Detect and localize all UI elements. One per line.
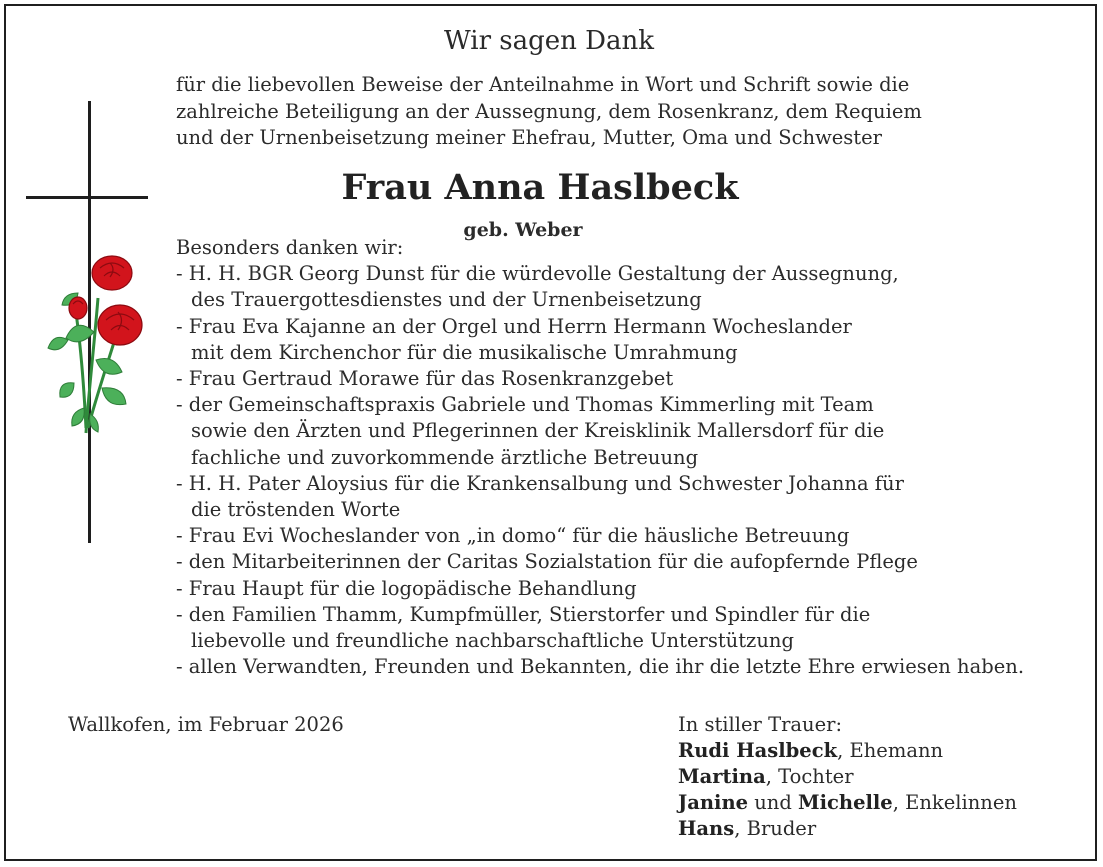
thanks-line: mit dem Kirchenchor für die musikalische Umrahmung	[191, 340, 738, 364]
conjunction: und	[748, 791, 799, 814]
thanks-line: - Frau Eva Kajanne an der Orgel und Herrn Hermann Wocheslander	[176, 314, 852, 338]
thanks-line: - allen Verwandten, Freunden und Bekannten, die ihr die letzte Ehre erwiesen haben.	[176, 655, 1025, 679]
rose-top	[92, 256, 132, 290]
mourner-line	[678, 764, 1088, 790]
thanks-title: Besonders danken wir:	[176, 236, 404, 259]
rose-bud	[69, 297, 87, 319]
mourner-name: Janine	[678, 791, 749, 814]
thanks-line: - Frau Gertraud Morawe für das Rosenkranzgebet	[176, 367, 674, 391]
rose-bottom	[98, 305, 142, 345]
mourner-role: , Ehemann	[837, 739, 944, 762]
intro-line: für die liebevollen Beweise der Anteilnahme in Wort und Schrift sowie die	[176, 73, 910, 96]
maiden-name: geb. Weber	[463, 219, 583, 241]
mourner-role: , Tochter	[765, 765, 854, 788]
heading: Wir sagen Dank	[443, 26, 654, 56]
place-date: Wallkofen, im Februar 2026	[68, 713, 344, 736]
mourner-line	[678, 738, 1088, 764]
thanks-line: fachliche und zuvorkommende ärztliche Betreuung	[191, 445, 699, 469]
thanks-list	[176, 235, 1096, 680]
thanks-line: - der Gemeinschaftspraxis Gabriele und Thomas Kimmerling mit Team	[176, 393, 874, 417]
mourner-name: Hans	[678, 817, 735, 840]
mourner-line	[678, 790, 1088, 816]
thanks-line: - H. H. BGR Georg Dunst für die würdevolle Gestaltung der Aussegnung,	[176, 262, 899, 286]
thanks-line: liebevolle und freundliche nachbarschaftliche Unterstützung	[191, 629, 794, 653]
intro-line: zahlreiche Beteiligung an der Aussegnung, dem Rosenkranz, dem Requiem	[176, 99, 922, 123]
mourners-title: In stiller Trauer:	[678, 713, 843, 736]
thanks-line: des Trauergottesdienstes und der Urnenbeisetzung	[191, 288, 702, 312]
mourner-role: , Enkelinnen	[892, 791, 1017, 814]
mourners-block	[678, 712, 1088, 842]
mourner-name: Martina	[678, 765, 766, 788]
intro-text	[176, 72, 1076, 152]
obituary-card	[4, 4, 1097, 861]
mourner-line	[678, 816, 1088, 842]
thanks-line: - den Mitarbeiterinnen der Caritas Sozialstation für die aufopfernde Pflege	[176, 550, 918, 574]
thanks-line: - H. H. Pater Aloysius für die Krankensalbung und Schwester Johanna für	[176, 471, 904, 495]
thanks-line: die tröstenden Worte	[191, 498, 401, 522]
thanks-line: - den Familien Thamm, Kumpfmüller, Stierstorfer und Spindler für die	[176, 602, 871, 626]
thanks-line: - Frau Evi Wocheslander von „in domo“ für die häusliche Betreuung	[176, 524, 850, 548]
cross-with-roses-icon	[26, 98, 156, 548]
deceased-name: Frau Anna Haslbeck	[341, 167, 739, 208]
thanks-line: - Frau Haupt für die logopädische Behandlung	[176, 576, 637, 600]
mourner-role: , Bruder	[734, 817, 817, 840]
intro-line: und der Urnenbeisetzung meiner Ehefrau, Mutter, Oma und Schwester	[176, 126, 882, 149]
mourner-name: Rudi Haslbeck	[678, 739, 838, 762]
thanks-line: sowie den Ärzten und Pflegerinnen der Kreisklinik Mallersdorf für die	[191, 419, 885, 443]
mourner-name: Michelle	[798, 791, 893, 814]
